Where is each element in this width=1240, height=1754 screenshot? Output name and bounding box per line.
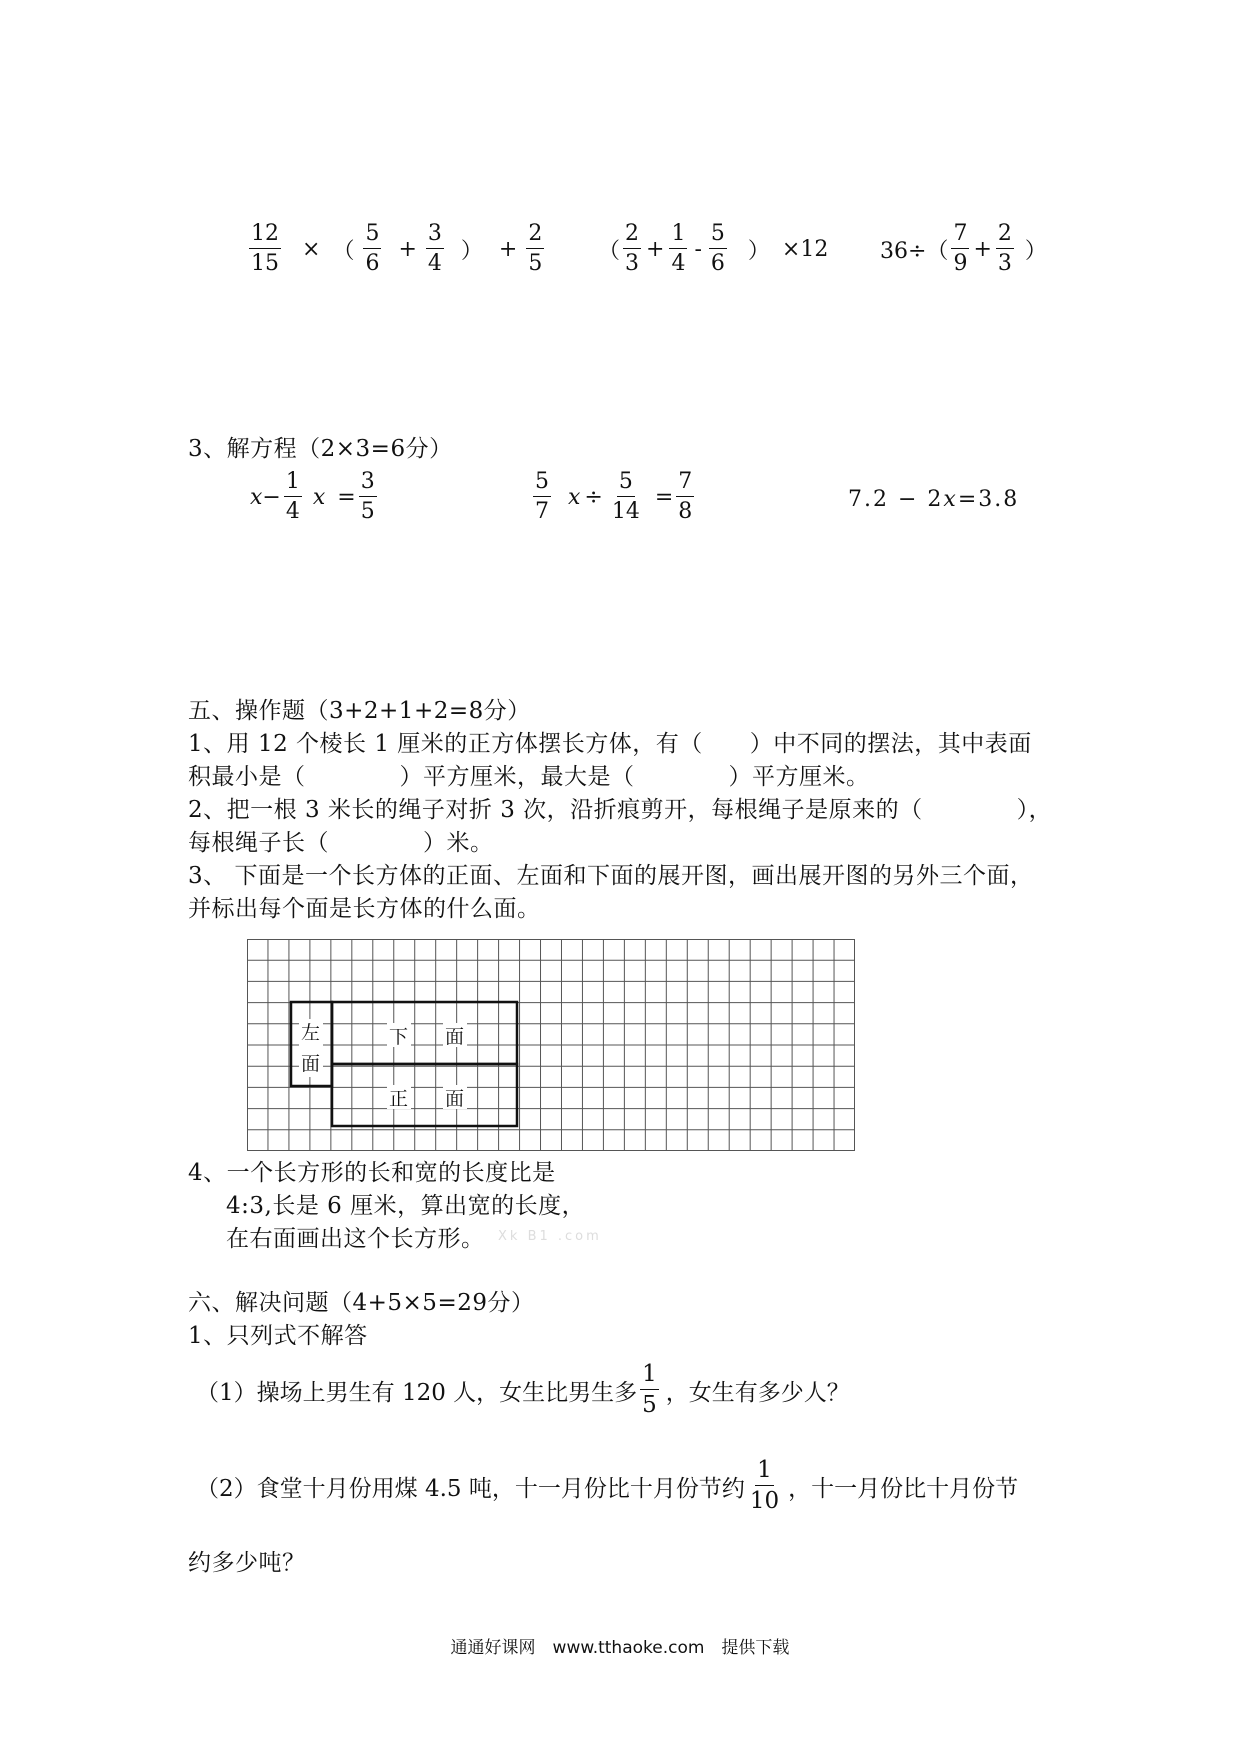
question-1-line-2: 积最小是（ ）平方厘米，最大是（ ）平方厘米。 [188, 764, 870, 790]
fraction: $\frac{12}{15}$ [251, 221, 279, 277]
fraction: $\frac{5}{14}$ [611, 469, 640, 525]
question-4-line-1: 4、一个长方形的长和宽的长度比是 [188, 1160, 556, 1186]
bottom-face-label-2: 面 [445, 1026, 465, 1048]
question-4-line-2: 4:3,长是 6 厘米，算出宽的长度， [226, 1193, 586, 1219]
section-title-problems: 六、解决问题（4+5×5=29分） [188, 1290, 535, 1316]
page-footer: 通通好课网 www.tthaoke.com 提供下载 [450, 1638, 790, 1658]
left-face-label-2: 面 [301, 1053, 321, 1075]
front-face-label-2: 面 [445, 1088, 465, 1110]
fraction: $\frac{2}{3}$ [625, 221, 640, 277]
fraction: $\frac{2}{3}$ [997, 221, 1012, 277]
fraction: $\frac{2}{5}$ [528, 221, 543, 277]
section-title-equations: 3、解方程（2×3=6分） [188, 436, 453, 462]
watermark: Xk B1 .com [498, 1229, 602, 1244]
question-2-line-2: 每根绳子长（ ）米。 [188, 830, 494, 856]
problem-1: （1）操场上男生有 120 人，女生比男生多 $\frac{1}{5}$ ，女生有多少人？ [196, 1361, 850, 1419]
fraction: $\frac{1}{4}$ [671, 221, 686, 277]
expression-2: （ $\frac{2}{3}$ + $\frac{1}{4}$ - $\frac{5}{6}$ ） ×12 [598, 221, 829, 277]
fraction: $\frac{5}{6}$ [365, 221, 380, 277]
problem-2: （2）食堂十月份用煤 4.5 吨，十一月份比十月份节约 $\frac{1}{10}$ ，十一月份比十月份节 [196, 1457, 1019, 1515]
expression-1: $\frac{12}{15}$ × （ $\frac{5}{6}$ + $\frac{3}{4}$ ） + $\frac{2}{5}$ [251, 221, 543, 277]
question-2-line-1: 2、把一根 3 米长的绳子对折 3 次，沿折痕剪开，每根绳子是原来的（ ）， [188, 797, 1053, 823]
question-4-line-3: 在右面画出这个长方形。 [226, 1226, 485, 1252]
front-face-label-1: 正 [389, 1088, 409, 1110]
bottom-face-label-1: 下 [389, 1026, 409, 1048]
net-grid [247, 939, 855, 1151]
fraction: $\frac{5}{7}$ [535, 469, 549, 525]
fraction: $\frac{3}{5}$ [360, 469, 375, 525]
fraction: $\frac{1}{10}$ [749, 1457, 780, 1515]
sub-question-1: 1、只列式不解答 [188, 1323, 368, 1349]
fraction: $\frac{5}{6}$ [710, 221, 725, 277]
left-face-label-1: 左 [301, 1022, 321, 1044]
equation-1: x − $\frac{1}{4}$ x = $\frac{3}{5}$ [250, 469, 375, 525]
front-face [332, 1064, 517, 1126]
question-1-line-1: 1、用 12 个棱长 1 厘米的正方体摆长方体，有（ ）中不同的摆法，其中表面 [188, 731, 1032, 757]
fraction: $\frac{1}{5}$ [642, 1361, 657, 1419]
question-3-line-2: 并标出每个面是长方体的什么面。 [188, 896, 541, 922]
equation-2: $\frac{5}{7}$ x ÷ $\frac{5}{14}$ = $\frac{7}{8}$ [535, 469, 693, 525]
fraction: $\frac{3}{4}$ [427, 221, 442, 277]
expression-3: 36÷（ $\frac{7}{9}$ + $\frac{2}{3}$ ） [880, 221, 1047, 277]
question-3-line-1: 3、 下面是一个长方体的正面、左面和下面的展开图，画出展开图的另外三个面， [188, 863, 1034, 889]
problem-2-line-2: 约多少吨？ [188, 1550, 306, 1576]
equation-3: 7.2 − 2 x =3.8 [848, 487, 1020, 512]
fraction: $\frac{7}{9}$ [953, 221, 968, 277]
fraction: $\frac{1}{4}$ [285, 469, 300, 525]
bottom-face [332, 1002, 517, 1064]
section-title-operations: 五、操作题（3+2+1+2=8分） [188, 698, 531, 724]
fraction: $\frac{7}{8}$ [678, 469, 693, 525]
